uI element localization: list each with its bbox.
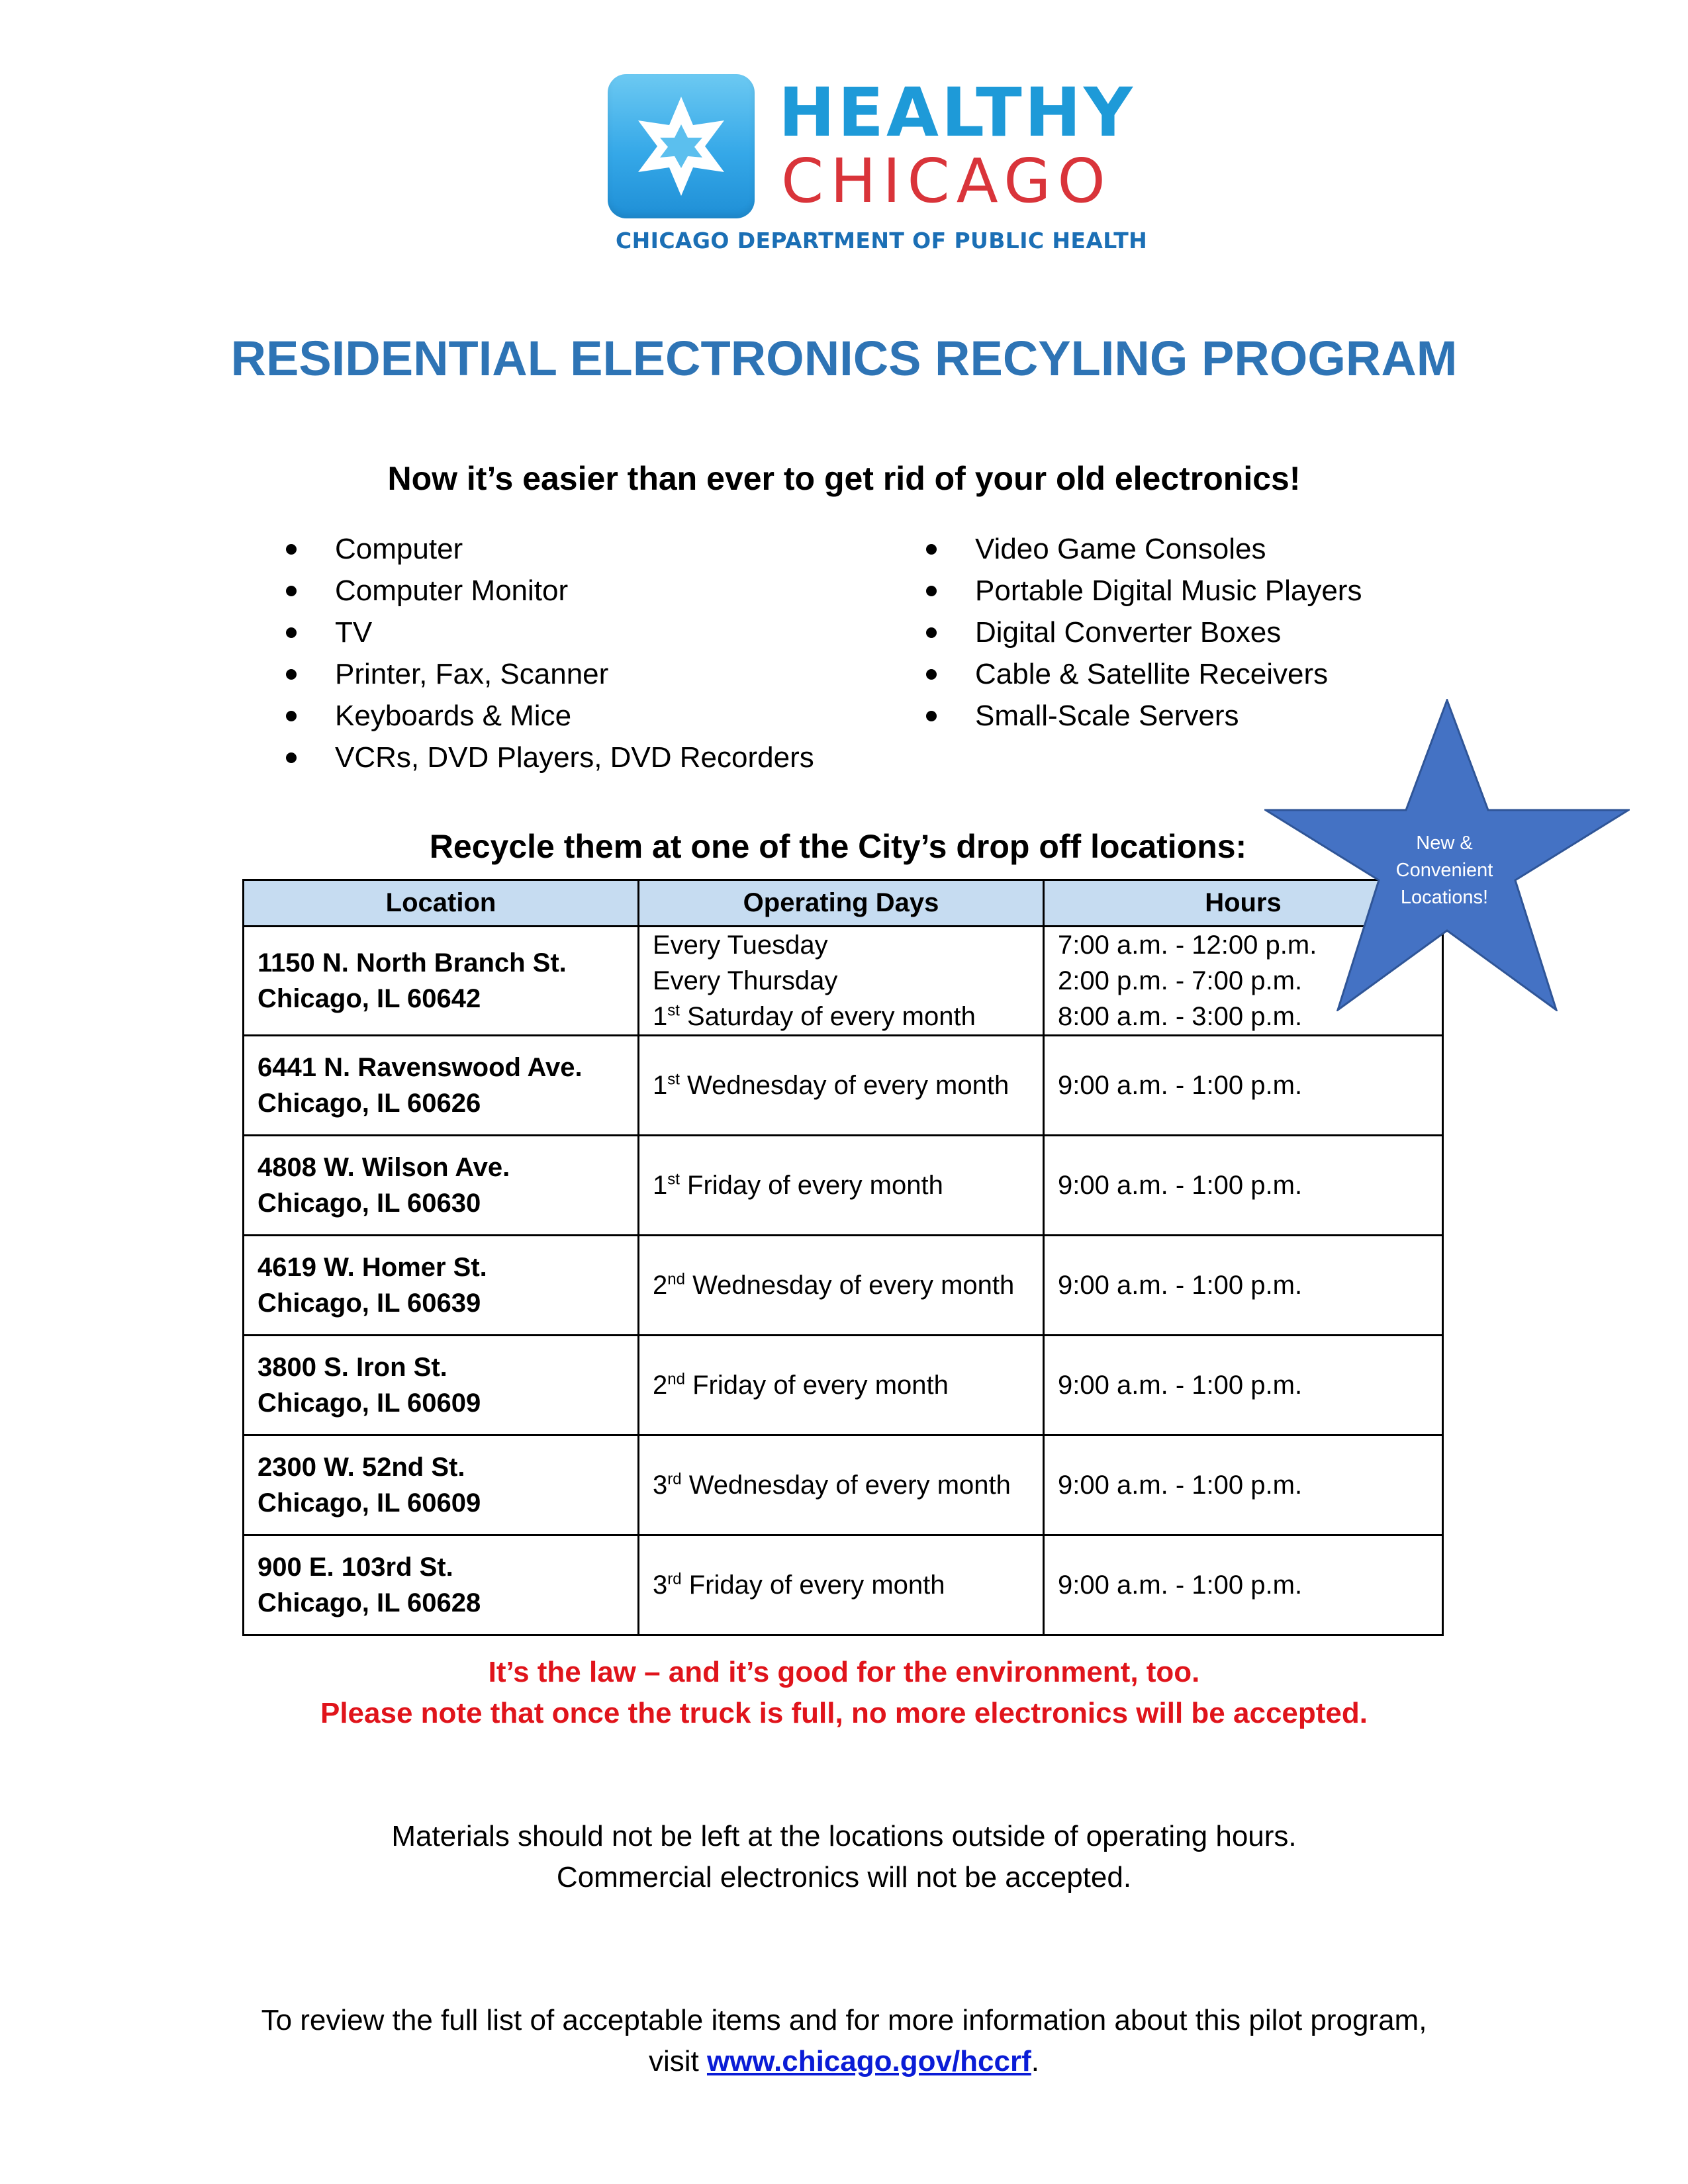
location-cell: 3800 S. Iron St. Chicago, IL 60609 (244, 1336, 639, 1435)
bullet-icon (286, 669, 297, 680)
subheading: Now it’s easier than ever to get rid of your old electronics! (387, 460, 1301, 497)
hours-cell: 9:00 a.m. - 1:00 p.m. (1044, 1136, 1443, 1236)
days-cell: 2nd Wednesday of every month (639, 1236, 1044, 1336)
list-item: Portable Digital Music Players (923, 570, 1362, 612)
bullet-icon (286, 711, 297, 721)
bullet-icon (286, 586, 297, 596)
table-row (244, 1336, 1443, 1435)
days-cell: 1st Friday of every month (639, 1136, 1044, 1236)
healthy-chicago-logo (608, 73, 1148, 259)
bullet-icon (926, 669, 937, 680)
bullet-icon (286, 544, 297, 555)
table-row (244, 1036, 1443, 1136)
column-header-location: Location (244, 880, 639, 927)
star-badge-text: New & Convenient Locations! (1395, 833, 1493, 908)
page-title: RESIDENTIAL ELECTRONICS RECYLING PROGRAM (230, 331, 1458, 386)
list-item: Computer (283, 528, 814, 570)
footer-info: To review the full list of acceptable items and for more information about this pilot program, visit www.chicago.gov/hccrf. (261, 2004, 1427, 2077)
location-cell: 6441 N. Ravenswood Ave. Chicago, IL 60626 (244, 1036, 639, 1136)
days-cell: 3rd Wednesday of every month (639, 1435, 1044, 1535)
hours-cell: 9:00 a.m. - 1:00 p.m. (1044, 1036, 1443, 1136)
list-item: Printer, Fax, Scanner (283, 653, 814, 695)
bullet-icon (286, 752, 297, 763)
law-notice: It’s the law – and it’s good for the environment, too. Please note that once the truck is full, no more electronics will be accepted. (320, 1656, 1368, 1729)
dropoff-heading: Recycle them at one of the City’s drop off locations: (429, 828, 1247, 865)
materials-note: Materials should not be left at the locations outside of operating hours. Commercial electronics will not be accepted. (391, 1820, 1297, 1893)
table-row (244, 1535, 1443, 1635)
hours-cell: 9:00 a.m. - 1:00 p.m. (1044, 1236, 1443, 1336)
column-header-hours: Hours (1044, 880, 1443, 927)
bullet-icon (926, 586, 937, 596)
hours-cell: 9:00 a.m. - 1:00 p.m. (1044, 1435, 1443, 1535)
list-item: Keyboards & Mice (283, 695, 814, 737)
hours-cell: 7:00 a.m. - 12:00 p.m. 2:00 p.m. - 7:00 p.m. 8:00 a.m. - 3:00 p.m. (1044, 927, 1443, 1036)
table-header-row (244, 880, 1443, 927)
days-cell: 3rd Friday of every month (639, 1535, 1044, 1635)
bullet-icon (286, 627, 297, 638)
bullet-icon (926, 544, 937, 555)
logo-chicago-text: CHICAGO (781, 146, 1112, 216)
location-cell: 1150 N. North Branch St. Chicago, IL 60642 (244, 927, 639, 1036)
six-point-star-icon (630, 94, 733, 199)
location-cell: 4808 W. Wilson Ave. Chicago, IL 60630 (244, 1136, 639, 1236)
bullet-icon (926, 711, 937, 721)
list-item: Computer Monitor (283, 570, 814, 612)
logo-healthy-text: HEALTHY (778, 73, 1135, 152)
days-cell: 1st Wednesday of every month (639, 1036, 1044, 1136)
hours-cell: 9:00 a.m. - 1:00 p.m. (1044, 1336, 1443, 1435)
list-item: Digital Converter Boxes (923, 612, 1362, 653)
table-row (244, 1136, 1443, 1236)
days-cell: 2nd Friday of every month (639, 1336, 1044, 1435)
days-cell: Every Tuesday Every Thursday 1st Saturday of every month (639, 927, 1044, 1036)
list-item: Video Game Consoles (923, 528, 1362, 570)
hours-cell: 9:00 a.m. - 1:00 p.m. (1044, 1535, 1443, 1635)
logo-department-text: CHICAGO DEPARTMENT OF PUBLIC HEALTH (616, 228, 1148, 253)
column-header-days: Operating Days (639, 880, 1044, 927)
location-cell: 900 E. 103rd St. Chicago, IL 60628 (244, 1535, 639, 1635)
table-row (244, 1236, 1443, 1336)
list-item: Cable & Satellite Receivers (923, 653, 1362, 695)
bullet-icon (926, 627, 937, 638)
location-cell: 4619 W. Homer St. Chicago, IL 60639 (244, 1236, 639, 1336)
location-cell: 2300 W. 52nd St. Chicago, IL 60609 (244, 1435, 639, 1535)
logo-badge (608, 74, 755, 218)
list-item: TV (283, 612, 814, 653)
dropoff-schedule-table (242, 879, 1444, 1636)
list-item: Small-Scale Servers (923, 695, 1362, 737)
list-item: VCRs, DVD Players, DVD Recorders (283, 737, 814, 778)
table-row (244, 1435, 1443, 1535)
website-link[interactable]: www.chicago.gov/hccrf (706, 2045, 1031, 2077)
table-row (244, 927, 1443, 1036)
accepted-items-list-left (283, 528, 814, 778)
